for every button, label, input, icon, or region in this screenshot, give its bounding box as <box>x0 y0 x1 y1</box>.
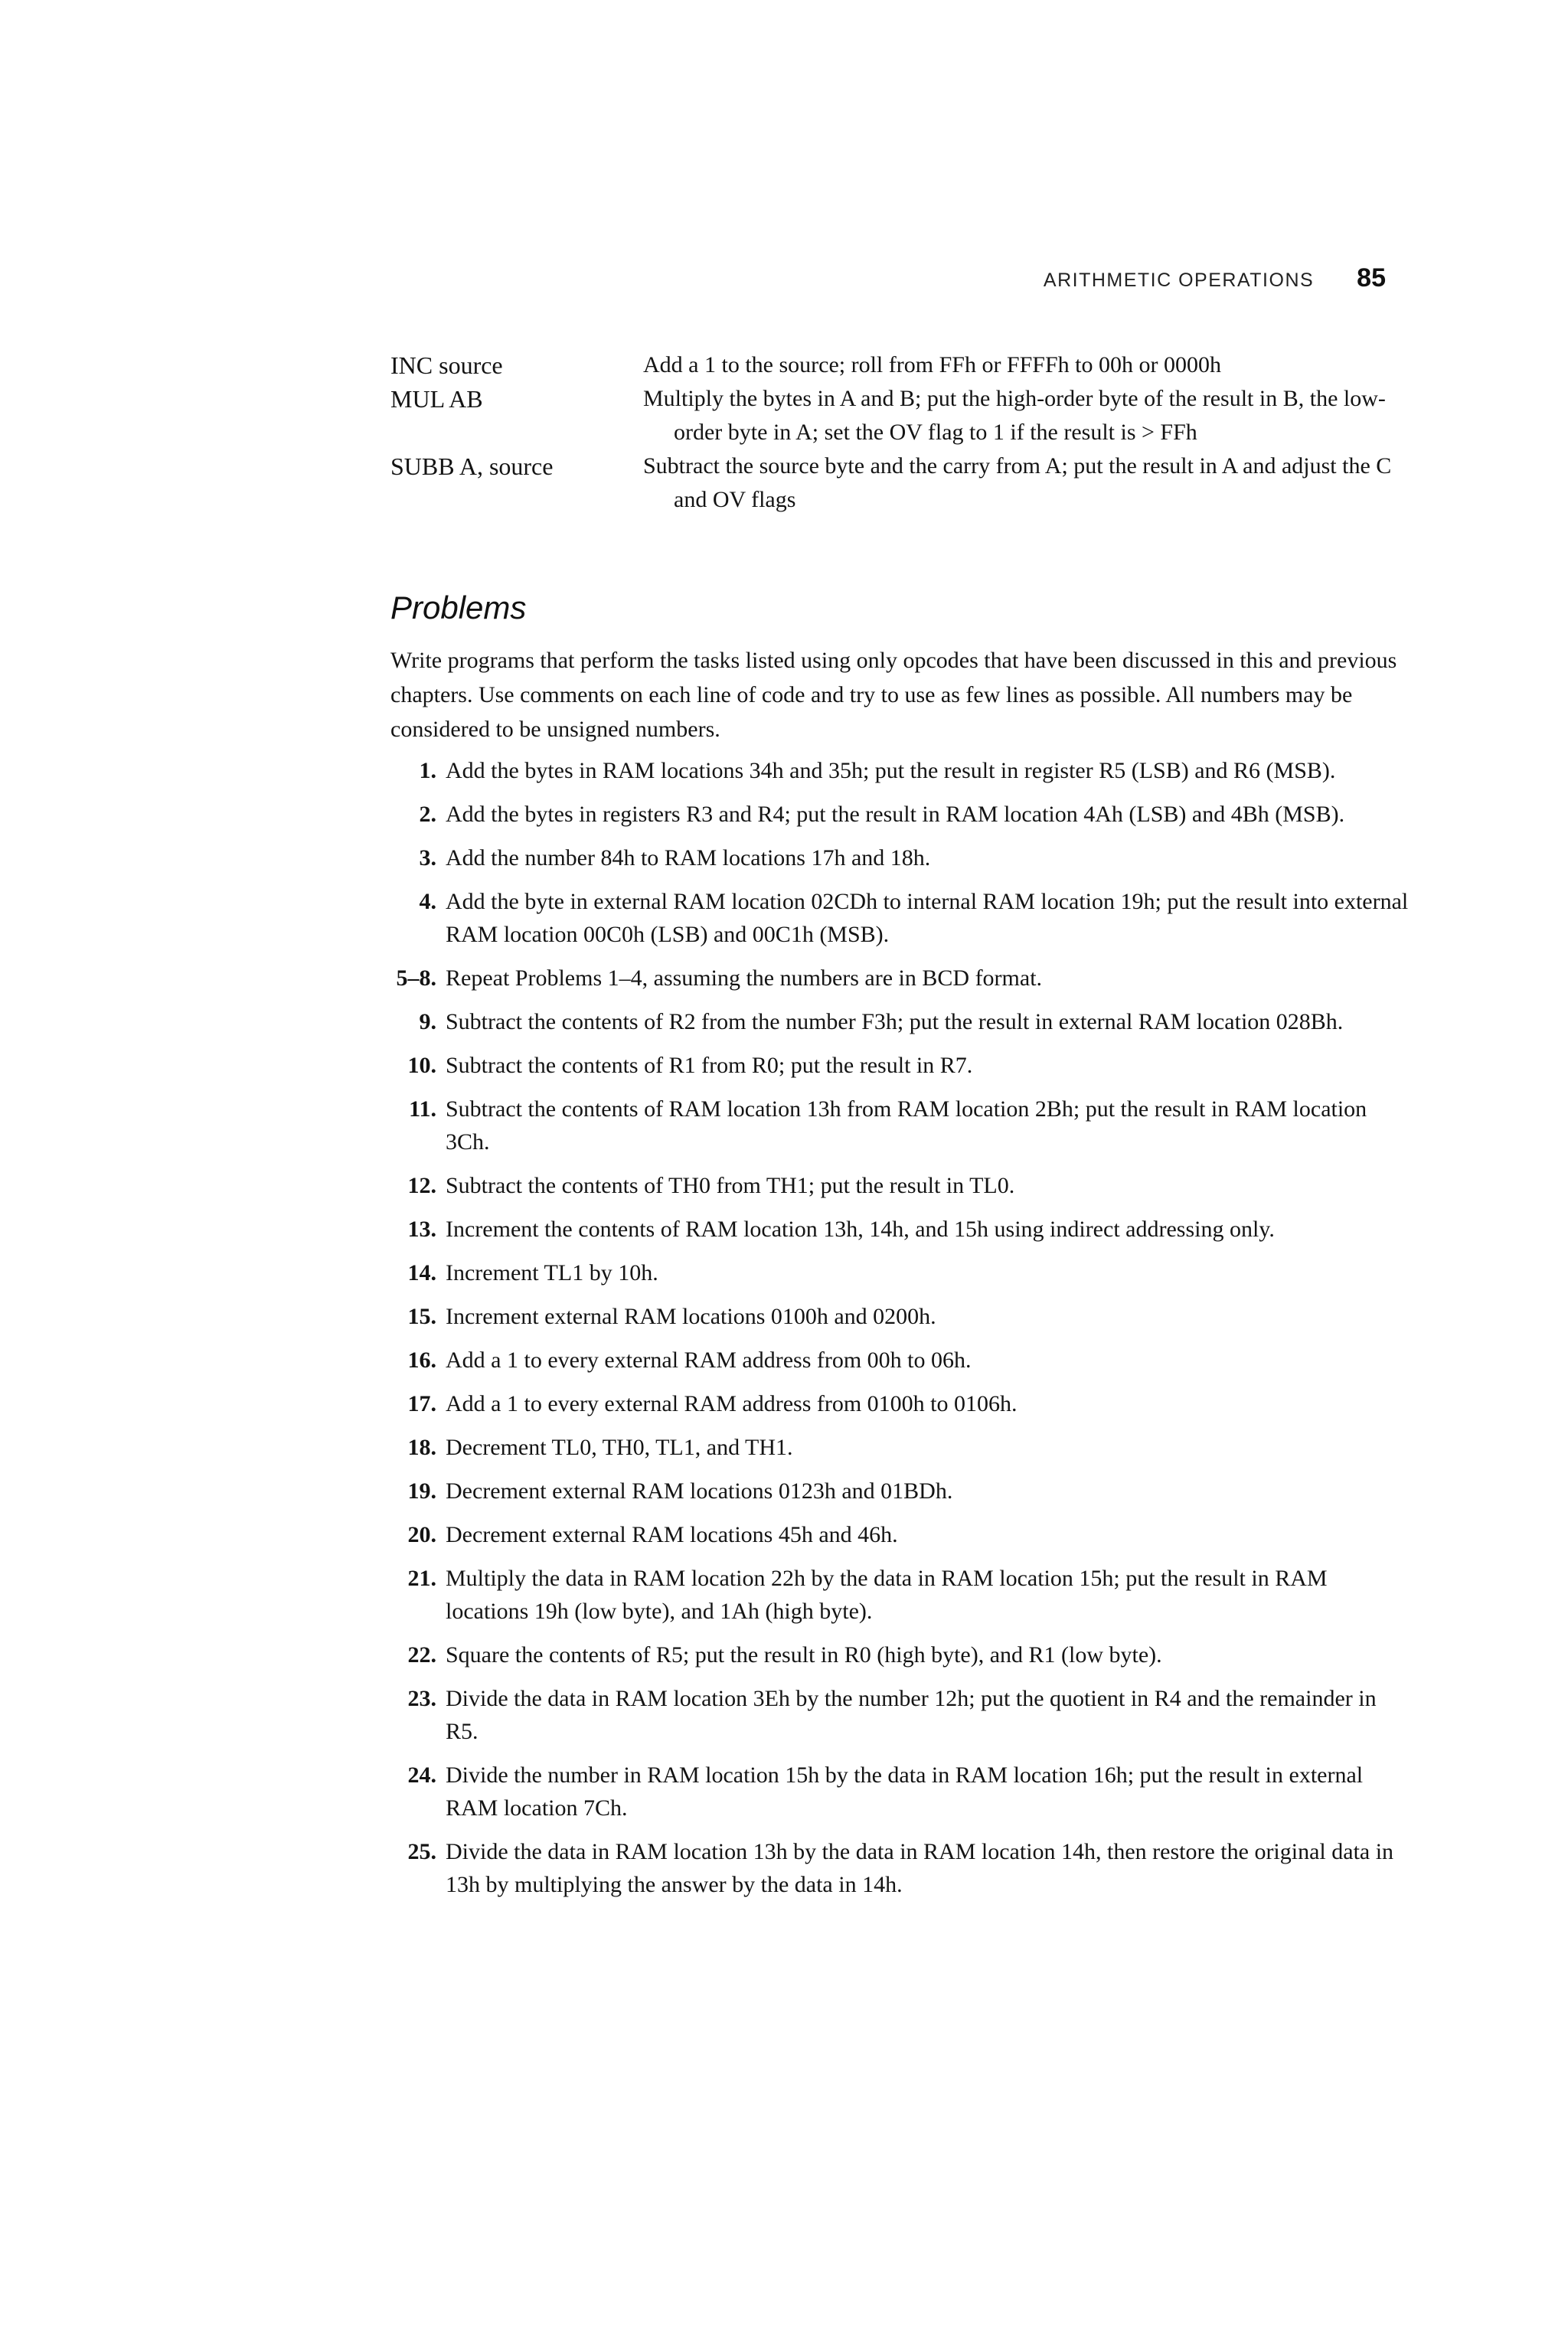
problem-number: 12. <box>407 1173 436 1198</box>
problem-item <box>390 754 1409 787</box>
running-header <box>1044 263 1386 293</box>
problem-number: 18. <box>407 1435 436 1460</box>
problem-number: 22. <box>407 1642 436 1668</box>
problem-number: 21. <box>407 1566 436 1591</box>
problem-text: Add the bytes in registers R3 and R4; put the result in RAM location 4Ah (LSB) and 4Bh (MSB). <box>446 802 1345 827</box>
problem-text: Add the byte in external RAM location 02CDh to internal RAM location 19h; put the result into external RAM location 00C0h (LSB) and 00C1h (MSB). <box>446 889 1409 947</box>
problem-item <box>390 885 1409 951</box>
page-number: 85 <box>1357 263 1386 292</box>
problem-number: 11. <box>409 1096 436 1122</box>
problem-item <box>390 1835 1409 1901</box>
problem-number: 2. <box>419 802 436 827</box>
problem-item <box>390 841 1409 874</box>
problem-item <box>390 1213 1409 1246</box>
instruction-mnemonic: INC source <box>390 351 503 379</box>
problem-text: Subtract the contents of R1 from R0; put the result in R7. <box>446 1053 973 1078</box>
problem-item <box>390 1093 1409 1158</box>
problem-text: Divide the data in RAM location 3Eh by the number 12h; put the quotient in R4 and the remainder in R5. <box>446 1686 1377 1744</box>
problem-text: Increment the contents of RAM location 13h, 14h, and 15h using indirect addressing only. <box>446 1217 1275 1242</box>
instruction-row <box>390 348 1401 382</box>
problem-item <box>390 1300 1409 1333</box>
problem-item <box>390 1344 1409 1377</box>
problem-number: 9. <box>419 1009 436 1034</box>
instruction-mnemonic: MUL AB <box>390 385 483 413</box>
problem-list <box>390 754 1409 1912</box>
problem-item <box>390 798 1409 831</box>
problem-number: 14. <box>407 1260 436 1285</box>
problem-item <box>390 1387 1409 1420</box>
problem-item <box>390 1049 1409 1082</box>
problem-text: Increment external RAM locations 0100h and 0200h. <box>446 1304 936 1329</box>
running-title: ARITHMETIC OPERATIONS <box>1043 270 1315 291</box>
problem-text: Subtract the contents of RAM location 13h from RAM location 2Bh; put the result in RAM location 3Ch. <box>446 1096 1367 1155</box>
problem-item <box>390 1682 1409 1748</box>
problem-text: Divide the data in RAM location 13h by the data in RAM location 14h, then restore the original data in 13h by multiplying the answer by the data in 14h. <box>446 1839 1394 1897</box>
instruction-description: Add a 1 to the source; roll from FFh or FFFFh to 00h or 0000h <box>643 352 1221 377</box>
problem-text: Square the contents of R5; put the result in R0 (high byte), and R1 (low byte). <box>446 1642 1162 1668</box>
problem-text: Add the number 84h to RAM locations 17h and 18h. <box>446 845 931 871</box>
problem-number: 23. <box>407 1686 436 1711</box>
problem-text: Subtract the contents of R2 from the number F3h; put the result in external RAM location 028Bh. <box>446 1009 1344 1034</box>
problem-text: Divide the number in RAM location 15h by the data in RAM location 16h; put the result in external RAM location 7Ch. <box>446 1762 1364 1821</box>
problem-text: Multiply the data in RAM location 22h by the data in RAM location 15h; put the result in RAM locations 19h (low byte), and 1Ah (high byte). <box>446 1566 1328 1624</box>
problem-text: Decrement TL0, TH0, TL1, and TH1. <box>446 1435 793 1460</box>
problem-number: 25. <box>407 1839 436 1864</box>
problem-text: Add a 1 to every external RAM address from 0100h to 0106h. <box>446 1391 1018 1416</box>
problem-number: 5–8. <box>396 965 436 991</box>
section-heading: Problems <box>390 590 527 626</box>
problem-text: Increment TL1 by 10h. <box>446 1260 658 1285</box>
problem-number: 3. <box>419 845 436 871</box>
instruction-summary <box>390 348 1401 517</box>
instruction-description: Multiply the bytes in A and B; put the high-order byte of the result in B, the low-order byte in A; set the OV flag to 1 if the result is > FFh <box>643 386 1386 445</box>
problem-number: 13. <box>407 1217 436 1242</box>
instruction-row <box>390 382 1401 449</box>
problem-number: 19. <box>407 1478 436 1504</box>
problem-number: 24. <box>407 1762 436 1788</box>
problem-text: Add a 1 to every external RAM address from 00h to 06h. <box>446 1348 972 1373</box>
problem-number: 20. <box>407 1522 436 1547</box>
problem-item <box>390 1475 1409 1508</box>
problem-number: 10. <box>407 1053 436 1078</box>
problems-intro: Write programs that perform the tasks listed using only opcodes that have been discussed in this and previous chapters. Use comments on each line of code and try to use as few lines as possible. All numbers may be considered to be unsigned numbers. <box>390 648 1397 742</box>
problem-item <box>390 1518 1409 1551</box>
problem-number: 4. <box>419 889 436 914</box>
instruction-mnemonic: SUBB A, source <box>390 452 554 480</box>
problem-item <box>390 1005 1409 1038</box>
problem-number: 15. <box>407 1304 436 1329</box>
instruction-description: Subtract the source byte and the carry from A; put the result in A and adjust the C and OV flags <box>643 453 1392 512</box>
instruction-row <box>390 449 1401 517</box>
problem-text: Repeat Problems 1–4, assuming the numbers are in BCD format. <box>446 965 1043 991</box>
problem-item <box>390 1431 1409 1464</box>
problem-item <box>390 962 1409 995</box>
problem-number: 17. <box>407 1391 436 1416</box>
problem-text: Subtract the contents of TH0 from TH1; put the result in TL0. <box>446 1173 1015 1198</box>
problem-item <box>390 1759 1409 1824</box>
problem-text: Decrement external RAM locations 45h and 46h. <box>446 1522 898 1547</box>
problem-text: Decrement external RAM locations 0123h and 01BDh. <box>446 1478 953 1504</box>
problem-item <box>390 1562 1409 1628</box>
problem-text: Add the bytes in RAM locations 34h and 35h; put the result in register R5 (LSB) and R6 (MSB). <box>446 758 1336 783</box>
problem-number: 16. <box>407 1348 436 1373</box>
problem-item <box>390 1638 1409 1671</box>
problem-item <box>390 1256 1409 1289</box>
problem-number: 1. <box>419 758 436 783</box>
problem-item <box>390 1169 1409 1202</box>
